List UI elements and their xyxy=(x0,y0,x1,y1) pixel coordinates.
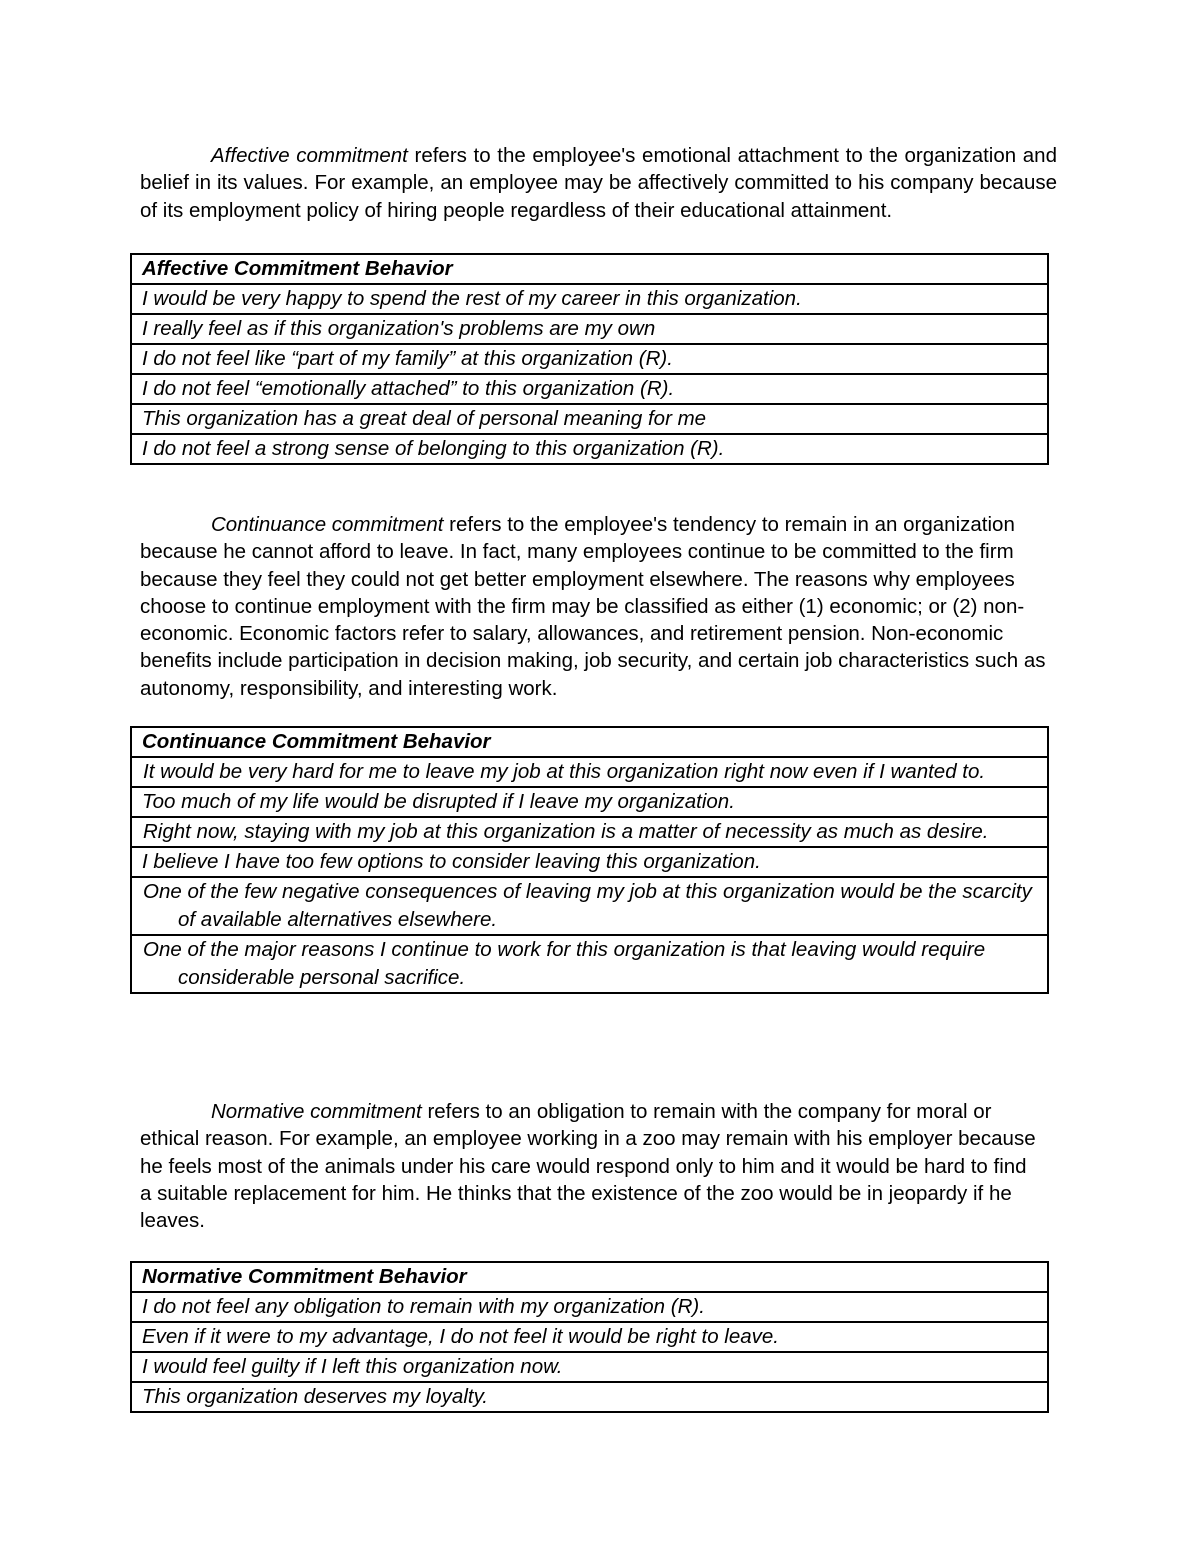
affective-term: Affective commitment xyxy=(211,144,408,167)
normative-paragraph xyxy=(140,1098,1040,1234)
continuance-table-header: Continuance Commitment Behavior xyxy=(131,727,1048,757)
table-row: It would be very hard for me to leave my job at this organization right now even if I wanted to. xyxy=(131,757,1048,787)
table-row: This organization has a great deal of personal meaning for me xyxy=(131,404,1048,434)
table-row: I really feel as if this organization's problems are my own xyxy=(131,314,1048,344)
continuance-term: Continuance commitment xyxy=(211,513,444,536)
affective-table-header: Affective Commitment Behavior xyxy=(131,254,1048,284)
table-row: One of the few negative consequences of leaving my job at this organization would be the scarcity of available alternatives elsewhere. xyxy=(131,877,1048,935)
table-row: I do not feel like “part of my family” at this organization (R). xyxy=(131,344,1048,374)
table-row: One of the major reasons I continue to work for this organization is that leaving would require considerable personal sacrifice. xyxy=(131,935,1048,993)
table-row: Even if it were to my advantage, I do not feel it would be right to leave. xyxy=(131,1322,1048,1352)
affective-table xyxy=(130,253,1049,465)
table-row: I do not feel any obligation to remain with my organization (R). xyxy=(131,1292,1048,1322)
table-row: I would feel guilty if I left this organization now. xyxy=(131,1352,1048,1382)
normative-term: Normative commitment xyxy=(211,1100,422,1123)
affective-paragraph xyxy=(140,142,1057,224)
table-row: Right now, staying with my job at this organization is a matter of necessity as much as desire. xyxy=(131,817,1048,847)
table-row: I do not feel a strong sense of belonging to this organization (R). xyxy=(131,434,1048,464)
normative-table-header: Normative Commitment Behavior xyxy=(131,1262,1048,1292)
normative-text: refers to an obligation to remain with the company for moral or ethical reason. For example, an employee working in a zoo may remain with his employer because he feels most of the animals under his care would respond only to him and it would be hard to find a suitable replacement for him. He thinks that the existence of the zoo would be in jeopardy if he leaves. xyxy=(140,1100,1036,1233)
table-row: Too much of my life would be disrupted if I leave my organization. xyxy=(131,787,1048,817)
normative-table xyxy=(130,1261,1049,1413)
table-row: I would be very happy to spend the rest of my career in this organization. xyxy=(131,284,1048,314)
continuance-text: refers to the employee's tendency to remain in an organization because he cannot afford to leave. In fact, many employees continue to be committed to the firm because they feel they could not get better employment elsewhere. The reasons why employees choose to continue employment with the firm may be classified as either (1) economic; or (2) non-economic. Economic factors refer to salary, allowances, and retirement pension. Non-economic benefits include participation in decision making, job security, and certain job characteristics such as autonomy, responsibility, and interesting work. xyxy=(140,513,1046,700)
continuance-paragraph xyxy=(140,511,1050,702)
table-row: This organization deserves my loyalty. xyxy=(131,1382,1048,1412)
table-row: I do not feel “emotionally attached” to this organization (R). xyxy=(131,374,1048,404)
table-row: I believe I have too few options to consider leaving this organization. xyxy=(131,847,1048,877)
affective-text: refers to the employee's emotional attachment to the organization and belief in its values. For example, an employee may be affectively committed to his company because of its employment policy of hiring people regardless of their educational attainment. xyxy=(140,144,1057,222)
continuance-table xyxy=(130,726,1049,994)
